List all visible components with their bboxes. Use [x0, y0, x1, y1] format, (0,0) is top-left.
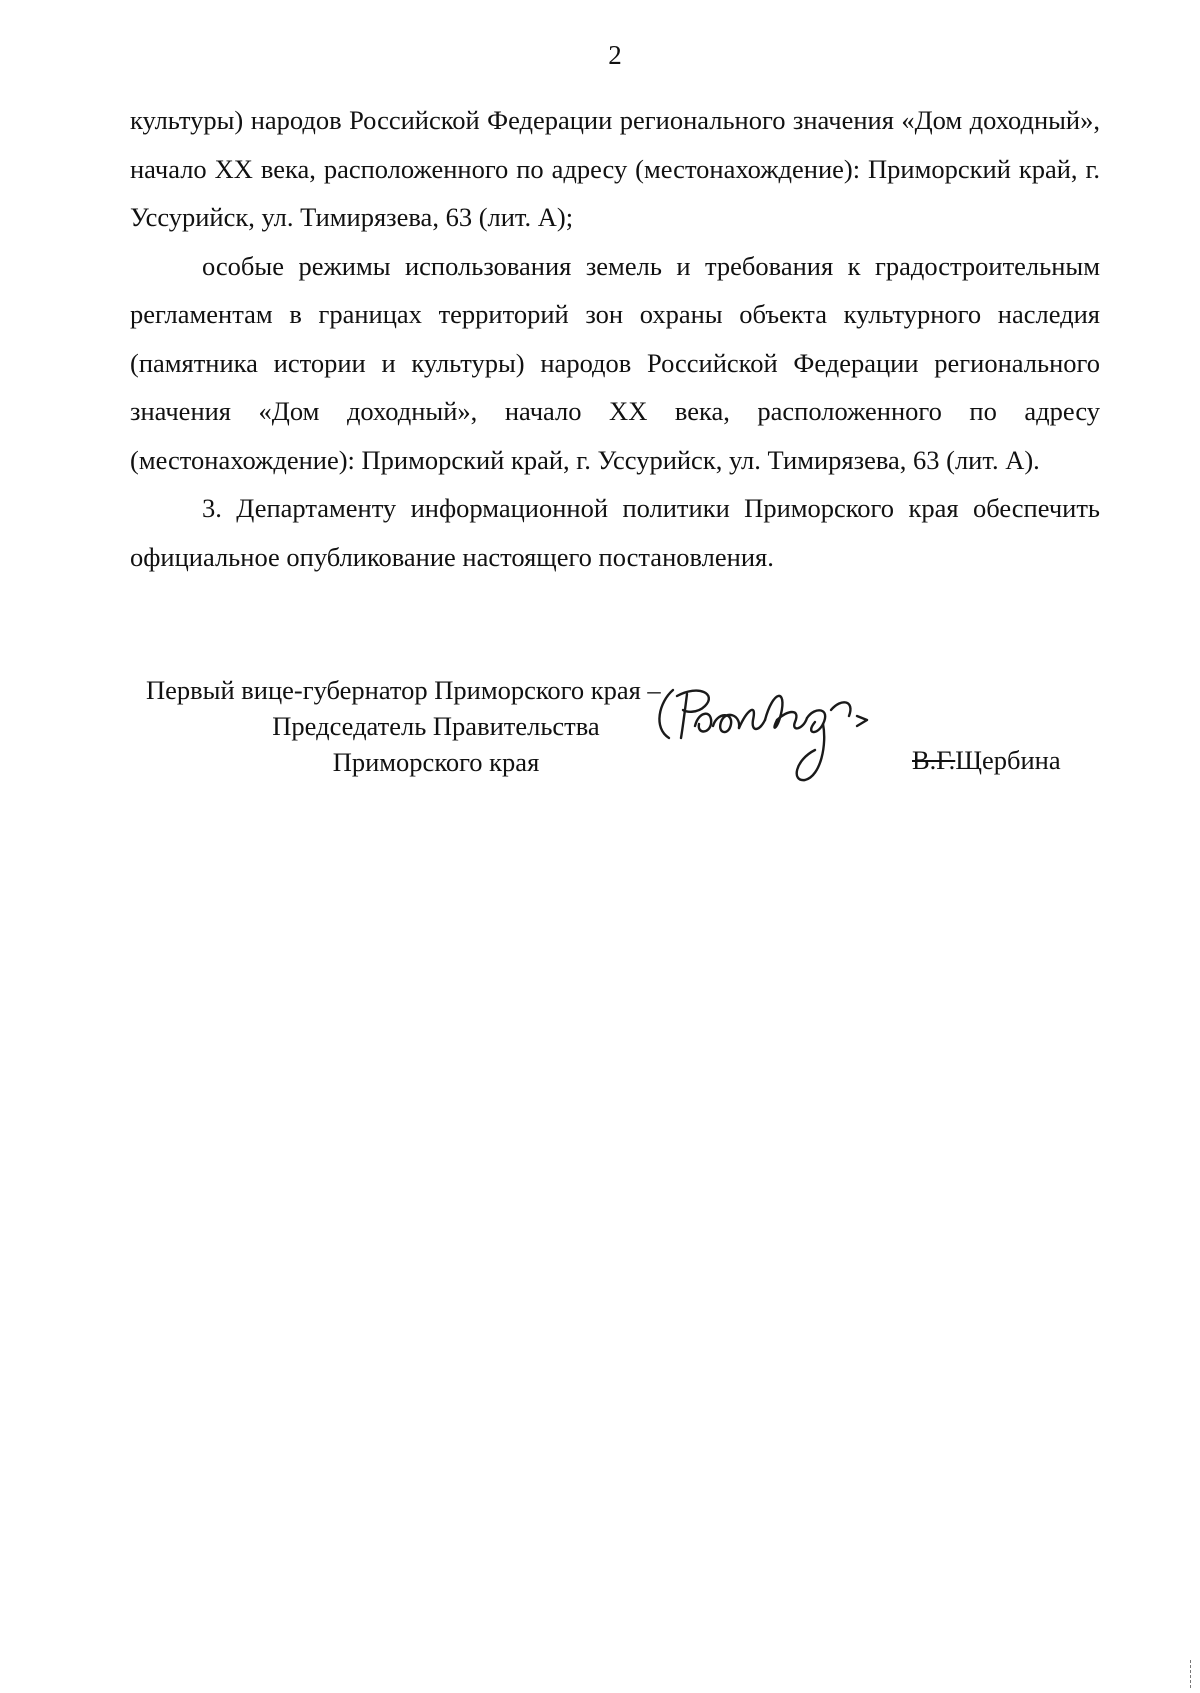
signatory-initials: В.Г.	[912, 745, 956, 775]
signatory-title-line2: Председатель Правительства	[272, 711, 600, 741]
scan-edge-mark	[1190, 1660, 1192, 1688]
signatory-surname: Щербина	[955, 745, 1061, 775]
document-body	[130, 96, 1100, 581]
signature-block	[0, 672, 1200, 822]
signatory-title-line1: Первый вице-губернатор Приморского края –	[146, 675, 661, 705]
paragraph-special-regimes: особые режимы использования земель и требования к градостроительным регламентам в границах территорий зон охраны объекта культурного наследия (памятника истории и культуры) народов Российской Федерации регионального значения «Дом доходный», начало XX века, расположенного по адресу (местонахождение): Приморский край, г. Уссурийск, ул. Тимирязева, 63 (лит. А).	[130, 250, 1100, 475]
page-number: 2	[608, 40, 622, 70]
signatory-name	[912, 742, 1061, 778]
paragraph-publication-order: 3. Департаменту информационной политики Приморского края обеспечить официальное опубликование настоящего постановления.	[130, 493, 1100, 572]
paragraph-continuation: культуры) народов Российской Федерации регионального значения «Дом доходный», начало XX века, расположенного по адресу (местонахождение): Приморский край, г. Уссурийск, ул. Тимирязева, 63 (лит. А);	[130, 105, 1100, 232]
signatory-title	[146, 672, 726, 780]
signatory-title-line3: Приморского края	[332, 747, 540, 777]
handwritten-signature-icon	[655, 680, 905, 790]
